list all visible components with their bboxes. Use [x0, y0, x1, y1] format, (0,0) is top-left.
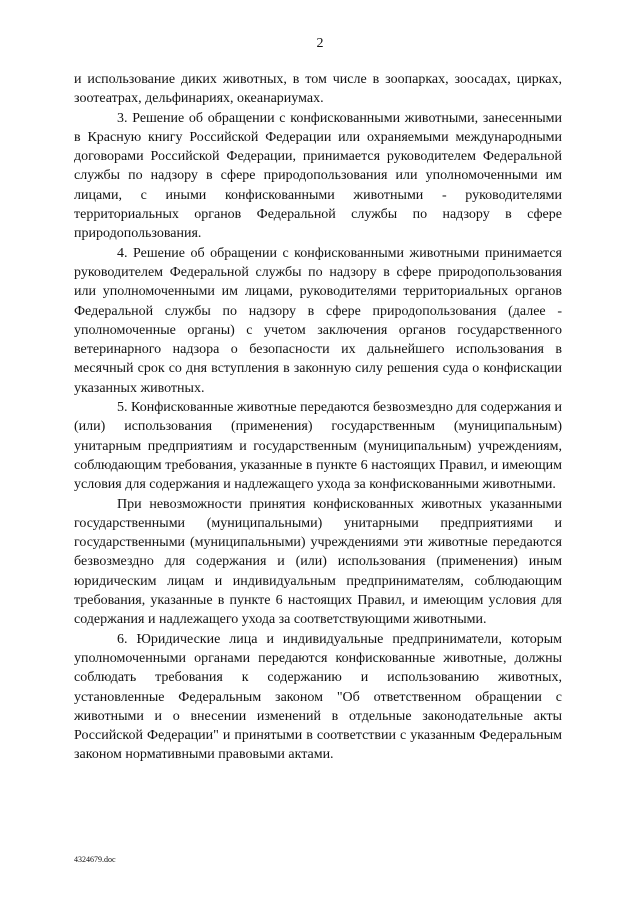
- paragraph-item-4: 4. Решение об обращении с конфискованными животными принимается руководителем Федеральной службы по надзору в сфере природопользования или уполномоченными им лицами, руководителями территориальных органов Федеральной службы по надзору в сфере природопользования (далее - уполномоченные органы) с учетом заключения органов государственного ветеринарного надзора о безопасности их дальнейшего использования в месячный срок со дня вступления в законную силу решения суда о конфискации указанных животных.: [74, 245, 562, 396]
- paragraph-item-3: 3. Решение об обращении с конфискованными животными, занесенными в Красную книгу Российской Федерации или охраняемыми международными договорами Российской Федерации, принимается руководителем Федеральной службы по надзору в сфере природопользования или уполномоченными им лицами, с иными конфискованными животными - руководителями территориальных органов Федеральной службы по надзору в сфере природопользования.: [74, 110, 562, 242]
- footer-document-ref: 4324679.doc: [74, 855, 116, 864]
- paragraph-item-6: 6. Юридические лица и индивидуальные предприниматели, которым уполномоченными органами передаются конфискованные животные, должны соблюдать требования к содержанию и использованию животных, установленные Федеральным законом "Об ответственном обращении с животными и о внесении изменений в отдельные законодательные акты Российской Федерации" и принятыми в соответствии с указанным Федеральным законом нормативными правовыми актами.: [74, 631, 562, 763]
- paragraph-continuation: и использование диких животных, в том числе в зоопарках, зоосадах, цирках, зоотеатрах, дельфинариях, океанариумах.: [74, 72, 562, 107]
- page-number: 2: [316, 36, 324, 51]
- document-body: [74, 70, 562, 765]
- paragraph-item-5: 5. Конфискованные животные передаются безвозмездно для содержания и (или) использования (применения) государственным (муниципальным) унитарным предприятиям и государственным (муниципальным) учреждениям, соблюдающим требования, указанные в пункте 6 настоящих Правил, и имеющим условия для содержания и надлежащего ухода за конфискованными животными.: [74, 400, 562, 493]
- paragraph-item-5-continued: При невозможности принятия конфискованных животных указанными государственными (муниципальными) унитарными предприятиями и государственными (муниципальными) учреждениями эти животные передаются безвозмездно для содержания и (или) использования (применения) иным юридическим лицам и индивидуальным предпринимателям, соблюдающим требования, указанные в пункте 6 настоящих Правил, и имеющим условия для содержания и надлежащего ухода за соответствующими животными.: [74, 496, 562, 628]
